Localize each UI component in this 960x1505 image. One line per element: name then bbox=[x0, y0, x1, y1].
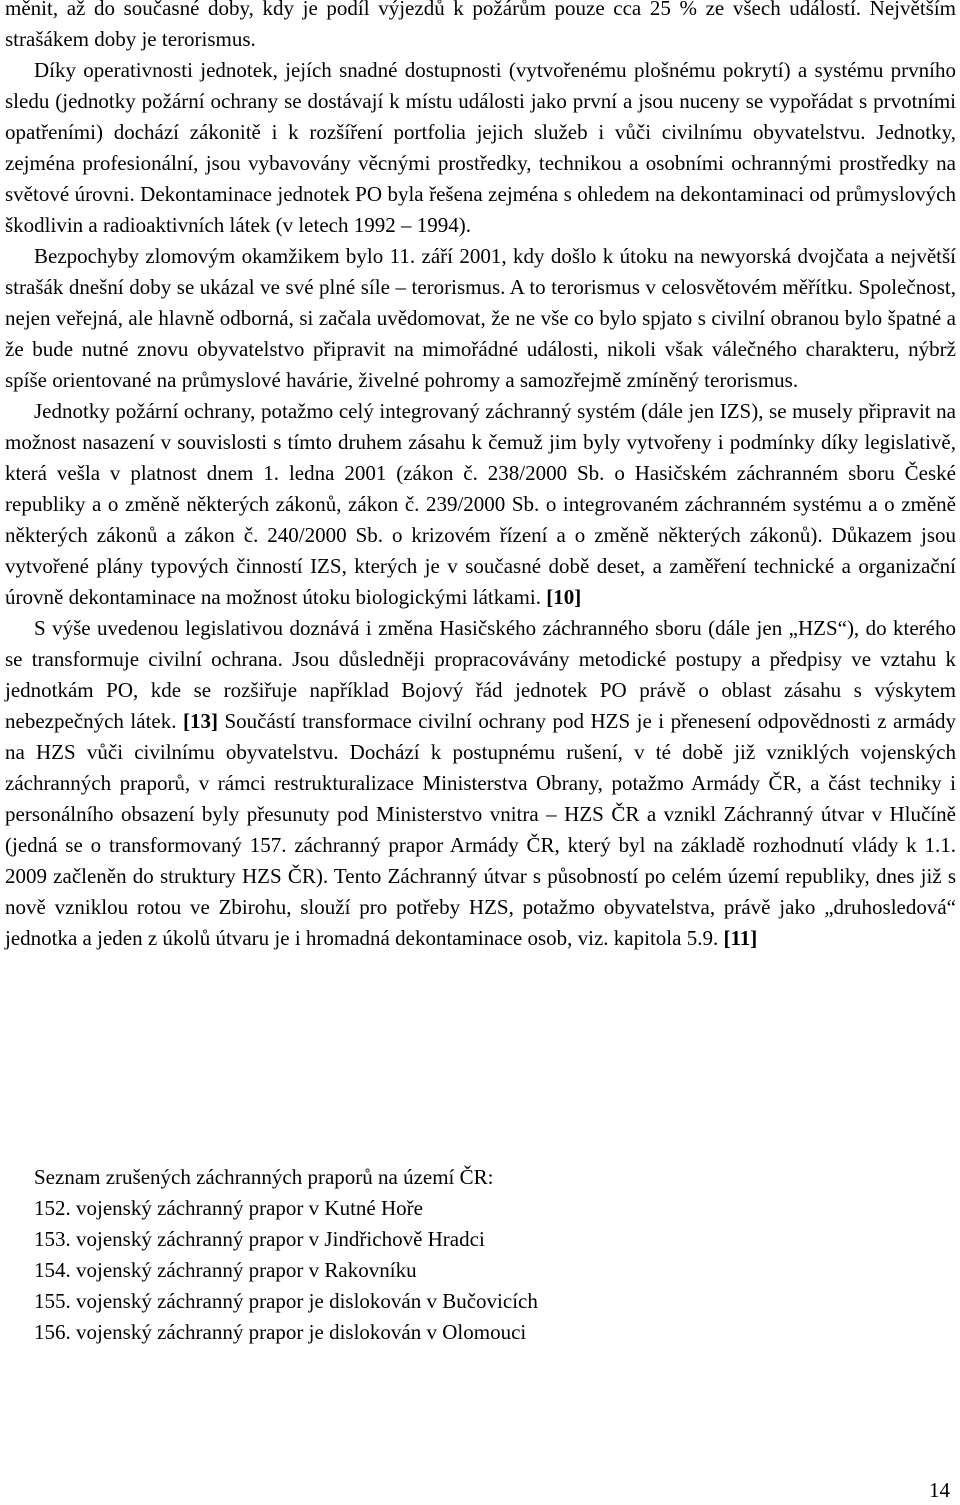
paragraph-5 bbox=[5, 613, 956, 954]
paragraph-1 bbox=[5, 0, 956, 55]
list-item: 155. vojenský záchranný prapor je dislokován v Bučovicích bbox=[34, 1289, 538, 1313]
paragraph-5-text: S výše uvedenou legislativou doznává i změna Hasičského záchranného sboru (dále jen „HZS“), do kterého se transformuje civilní ochrana. Jsou důsledněji propracovávány metodické postupy a předpisy ve vztahu k jednotkám PO, kde se rozšiřuje například Bojový řád jednotek PO právě o oblast zásahu s výskytem nebezpečných látek. bbox=[5, 616, 956, 733]
citation-13: [13] bbox=[182, 709, 218, 733]
list-item: 154. vojenský záchranný prapor v Rakovníku bbox=[34, 1258, 417, 1282]
paragraph-2-text: Díky operativnosti jednotek, jejích snadné dostupnosti (vytvořenému plošnému pokrytí) a systému prvního sledu (jednotky požární ochrany se dostávají k místu události jako první a jsou nuceny se vypořádat s prvotními opatřeními) dochází zákonitě i k rozšíření portfolia jejich služeb i vůči civilnímu obyvatelstvu. Jednotky, zejména profesionální, jsou vybavovány věcnými prostředky, technikou a osobními ochrannými prostředky na světové úrovni. Dekontaminace jednotek PO byla řešena zejména s ohledem na dekontaminaci od průmyslových škodlivin a radioaktivních látek (v letech 1992 – 1994). bbox=[5, 58, 956, 237]
citation-11: [11] bbox=[723, 926, 758, 950]
battalion-list bbox=[34, 1193, 538, 1348]
list-title: Seznam zrušených záchranných praporů na území ČR: bbox=[34, 1165, 494, 1189]
paragraph-2 bbox=[5, 55, 956, 241]
paragraph-6-text: Součástí transformace civilní ochrany pod HZS je i přenesení odpovědnosti z armády na HZS vůči civilnímu obyvatelstvu. Dochází k postupnému rušení, v té době již vzniklých vojenských záchranných praporů, v rámci restrukturalizace Ministerstva Obrany, potažmo Armády ČR, a část techniky i personálního obsazení byly přesunuty pod Ministerstvo vnitra – HZS ČR a vznikl Záchranný útvar v Hlučíně (jedná se o transformovaný 157. záchranný prapor Armády ČR, který byl na základě rozhodnutí vlády k 1.1. 2009 začleněn do struktury HZS ČR). Tento Záchranný útvar s působností po celém území republiky, dnes již s nově vzniklou rotou ve Zbirohu, slouží pro potřeby HZS, potažmo obyvatelstva, právě jako „druhosledová“ jednotka a jeden z úkolů útvaru je i hromadná dekontaminace osob, viz. kapitola 5.9. bbox=[5, 709, 957, 950]
disbanded-battalions-list bbox=[34, 1162, 538, 1348]
document-page bbox=[5, 0, 956, 954]
citation-10: [10] bbox=[546, 585, 582, 609]
list-item: 152. vojenský záchranný prapor v Kutné Hoře bbox=[34, 1196, 423, 1220]
paragraph-3 bbox=[5, 241, 956, 396]
list-item: 156. vojenský záchranný prapor je dislokován v Olomouci bbox=[34, 1320, 527, 1344]
paragraph-4 bbox=[5, 396, 956, 613]
paragraph-4-text: Jednotky požární ochrany, potažmo celý integrovaný záchranný systém (dále jen IZS), se musely připravit na možnost nasazení v souvislosti s tímto druhem zásahu k čemuž jim byly vytvořeny i podmínky díky legislativě, která vešla v platnost dnem 1. ledna 2001 (zákon č. 238/2000 Sb. o Hasičském záchranném sboru České republiky a o změně některých zákonů, zákon č. 239/2000 Sb. o integrovaném záchranném systému a o změně některých zákonů a zákon č. 240/2000 Sb. o krizovém řízení a o změně některých zákonů). Důkazem jsou vytvořené plány typových činností IZS, kterých je v současné době deset, a zaměření technické a organizační úrovně dekontaminace na možnost útoku biologickými látkami. bbox=[5, 399, 956, 609]
page-number: 14 bbox=[929, 1478, 950, 1502]
list-item: 153. vojenský záchranný prapor v Jindřichově Hradci bbox=[34, 1227, 485, 1251]
paragraph-3-text: Bezpochyby zlomovým okamžikem bylo 11. září 2001, kdy došlo k útoku na newyorská dvojčata a největší strašák dnešní doby se ukázal ve své plné síle – terorismus. A to terorismus v celosvětovém měřítku. Společnost, nejen veřejná, ale hlavně odborná, si začala uvědomovat, že ne vše co bylo spjato s civilní obranou bylo špatné a že bude nutné znovu obyvatelstvo připravit na mimořádné události, nikoli však válečného charakteru, nýbrž spíše orientované na průmyslové havárie, živelné pohromy a samozřejmě zmíněný terorismus. bbox=[5, 244, 956, 392]
paragraph-1-text: měnit, až do současné doby, kdy je podíl výjezdů k požárům pouze cca 25 % ze všech událostí. Největším strašákem doby je terorismus. bbox=[5, 0, 956, 51]
